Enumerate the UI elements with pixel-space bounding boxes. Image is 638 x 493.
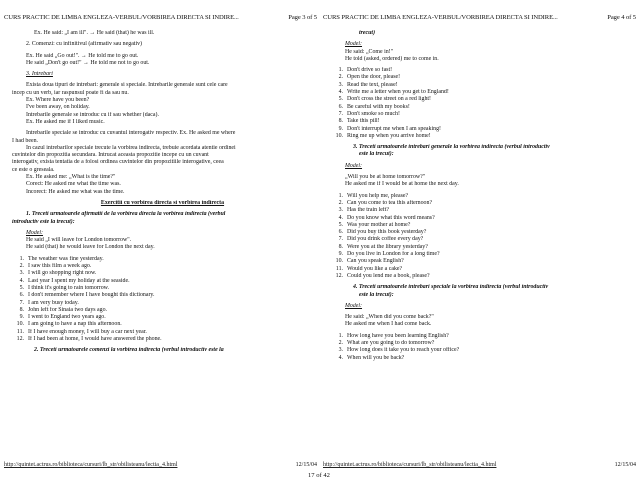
list-item <box>331 236 632 243</box>
list-item-number: 7. <box>19 299 24 306</box>
text-line: incep cu un verb, iar raspunsul poate fi da sau nu. <box>12 89 129 96</box>
list-item-text: When will you be back? <box>347 354 405 361</box>
text-line: cuvintelor din propozitia secundara. Intrucat aceasta propozitie incepe cu un cuvant <box>12 152 209 159</box>
list-item-number: 3. <box>19 270 24 277</box>
right-page <box>319 0 638 473</box>
text-line: I had been. <box>12 137 39 144</box>
text-line: 3. Treceti urmatoarele intrebari generale la vorbirea indirecta (verbul introductiv <box>353 144 550 151</box>
list-item-number: 9. <box>338 251 343 258</box>
text-line: He asked me when I had come back. <box>345 321 432 328</box>
text-line: Incorect: He asked me what was the time. <box>26 188 125 195</box>
list-item <box>12 307 313 314</box>
list-item-text: I am going to have a nap this afternoon. <box>28 321 122 328</box>
text-line: Intrebarile generale se introduc cu if sau whether (daca). <box>26 111 159 118</box>
list-item <box>12 256 313 263</box>
list-item-text: Take this pill! <box>347 118 380 125</box>
text-line: Exercitii cu vorbirea directa si vorbirea indirecta <box>100 199 225 206</box>
left-header <box>4 14 317 22</box>
general-questions-list <box>331 193 632 281</box>
list-item <box>331 215 632 222</box>
list-item <box>331 244 632 251</box>
list-item-text: I went to England two years ago. <box>28 314 106 321</box>
text-line: ce este o greseala. <box>12 166 55 173</box>
list-item <box>331 193 632 200</box>
list-item-number: 11. <box>16 328 24 335</box>
list-item-text: If I had been at home, I would have answered the phone. <box>28 335 162 342</box>
list-item <box>12 300 313 307</box>
text-line: trecut) <box>359 30 376 36</box>
text-line: interogativ, exista tentatia de a folosi ordinea cuvintelor din propozitiile interogative, ceea <box>12 159 224 166</box>
text-line: Model: <box>345 302 363 309</box>
text-line: He said (that) he would leave for London the next day. <box>26 244 155 251</box>
list-item-text: Would you like a cake? <box>347 265 403 272</box>
list-item-text: Do you live in London for a long time? <box>347 251 440 258</box>
list-item-text: How long does it take you to reach your office? <box>347 347 460 354</box>
list-item <box>12 321 313 328</box>
list-item-number: 2. <box>338 199 343 206</box>
text-line: 4. Treceti urmatoarele intrebari speciale la vorbirea indirecta (verbul introductiv <box>353 284 549 291</box>
text-line: 2. Comenzi: cu infinitivul (afirmativ sau negativ) <box>26 41 142 48</box>
list-item-text: Write me a letter when you get to England! <box>347 89 449 96</box>
left-header-title: CURS PRACTIC DE LIMBA ENGLEZA-VERBUL/VORBIREA DIRECTA SI INDIRE... <box>4 14 239 21</box>
list-item-number: 5. <box>338 221 343 228</box>
text-line: Model: <box>345 162 363 169</box>
special-questions-block <box>331 280 632 332</box>
list-item-text: Do you know what this word means? <box>347 214 435 221</box>
list-item-text: I don't remember where I have bought this dictionary. <box>28 292 155 299</box>
text-line: Model: <box>345 41 363 48</box>
left-text-block <box>12 30 313 256</box>
list-item <box>331 273 632 280</box>
list-item <box>331 347 632 354</box>
text-line: 3. Intrebari <box>26 71 53 78</box>
list-item-number: 4. <box>338 354 343 361</box>
right-page-number: Page 4 of 5 <box>607 14 636 21</box>
list-item <box>331 118 632 125</box>
list-item-text: Were you at the library yesterday? <box>347 243 428 250</box>
text-line: He said: „Come in!" <box>345 48 394 55</box>
text-line: Ex. He asked me: „What is the time?" <box>26 174 116 181</box>
list-item-number: 7. <box>338 110 343 117</box>
text-line: Model: <box>26 229 44 236</box>
text-line: este la trecut): <box>359 151 394 158</box>
list-item <box>12 292 313 299</box>
list-item-number: 4. <box>338 89 343 96</box>
list-item <box>12 270 313 277</box>
list-item-number: 4. <box>338 214 343 221</box>
list-item-number: 10. <box>335 132 343 139</box>
special-questions-list <box>331 333 632 362</box>
list-item <box>331 133 632 140</box>
list-item-number: 2. <box>338 74 343 81</box>
text-line: Ex. Where have you been? <box>26 97 90 104</box>
list-item-text: Don't cross the street on a red light! <box>347 96 431 103</box>
list-item-number: 5. <box>338 96 343 103</box>
list-item-number: 3. <box>338 347 343 354</box>
commands-exercise-list <box>331 67 632 140</box>
list-item-text: I will go shopping right now. <box>28 270 97 277</box>
list-item-text: Last year I spent my holiday at the seaside. <box>28 277 130 284</box>
list-item <box>331 222 632 229</box>
list-item-number: 9. <box>338 125 343 132</box>
list-item-text: Could you lend me a book, please? <box>347 272 430 279</box>
list-item <box>12 263 313 270</box>
left-content <box>12 30 313 355</box>
list-item-text: Don't drive so fast! <box>347 67 393 74</box>
left-footer <box>4 461 317 469</box>
list-item-number: 11. <box>335 265 343 272</box>
text-line: Exista doua tipuri de intrebari: generale si speciale. Intrebarile generale sunt cele care <box>26 82 228 89</box>
list-item <box>331 104 632 111</box>
text-line: He said „Don't go out!" → He told me not to go out. <box>26 59 150 66</box>
list-item-number: 4. <box>19 277 24 284</box>
list-item-text: I am very busy today. <box>28 299 79 306</box>
list-item-text: Did you buy this book yesterday? <box>347 229 427 236</box>
list-item-number: 1. <box>19 255 24 262</box>
list-item <box>331 340 632 347</box>
right-header-title: CURS PRACTIC DE LIMBA ENGLEZA-VERBUL/VORBIREA DIRECTA SI INDIRE... <box>323 14 558 21</box>
text-line: 2. Treceti urmatoarele comenzi la vorbirea indirecta (verbul introductiv este la <box>34 347 224 354</box>
list-item-number: 6. <box>338 229 343 236</box>
right-footer-date: 12/15/04 <box>614 462 636 468</box>
list-item <box>331 82 632 89</box>
text-line: introductiv este la trecut): <box>12 218 75 225</box>
list-item-text: Did you drink coffee every day? <box>347 236 424 243</box>
list-item <box>331 355 632 362</box>
list-item-text: Will you help me, please? <box>347 192 409 199</box>
list-item <box>331 258 632 265</box>
list-item-text: What are you going to do tomorrow? <box>347 339 435 346</box>
list-item-number: 1. <box>338 67 343 74</box>
list-item-number: 8. <box>338 118 343 125</box>
text-line: Ex. He said „Go out!". → He told me to go out. <box>26 52 139 59</box>
list-item-number: 7. <box>338 236 343 243</box>
list-item-text: The weather was fine yesterday. <box>28 255 104 262</box>
list-item-text: I think it's going to rain tomorrow. <box>28 284 110 291</box>
list-item-text: Can you come to tea this afternoon? <box>347 199 433 206</box>
list-item <box>12 278 313 285</box>
list-item <box>331 111 632 118</box>
list-item-number: 6. <box>19 292 24 299</box>
right-content <box>331 30 632 362</box>
list-item-number: 12. <box>16 335 24 342</box>
text-line: 1. Treceti urmatoarele afirmatii de la vorbirea directa la vorbirea indirecta (verbul <box>26 211 226 218</box>
list-item <box>331 229 632 236</box>
list-item-number: 3. <box>338 81 343 88</box>
list-item <box>12 314 313 321</box>
text-line: „Will you be at home tomorrow?" <box>345 174 426 181</box>
right-header <box>323 14 636 22</box>
list-item-text: Was your mother at home? <box>347 221 411 228</box>
list-item-text: John left for Sinaia two days ago. <box>28 306 108 313</box>
text-line: In cazul intrebarilor speciale trecute la vorbirea indirecta, trebuie acordata atentie ordinei <box>26 144 236 151</box>
list-item-number: 10. <box>335 258 343 265</box>
text-line: I've been away, on holiday. <box>26 104 90 111</box>
list-item-text: If I have enough money, I will buy a car next year. <box>28 328 147 335</box>
list-item <box>331 74 632 81</box>
right-text-block <box>331 30 632 67</box>
text-line: Intrebarile speciale se introduc cu cuvantul interogativ respectiv. Ex. He asked me where <box>26 130 236 137</box>
list-item <box>331 266 632 273</box>
list-item-text: Don't smoke so much! <box>347 110 400 117</box>
list-item <box>331 207 632 214</box>
left-page-number: Page 3 of 5 <box>288 14 317 21</box>
list-item-number: 10. <box>16 321 24 328</box>
list-item-number: 2. <box>338 339 343 346</box>
list-item <box>12 336 313 343</box>
list-item-number: 2. <box>19 263 24 270</box>
text-line: Corect: He asked me what the time was. <box>26 181 121 188</box>
list-item <box>331 251 632 258</box>
list-item <box>331 67 632 74</box>
list-item-number: 8. <box>338 243 343 250</box>
text-line: He told (asked, ordered) me to come in. <box>345 55 439 62</box>
general-questions-block <box>331 140 632 192</box>
text-line: He asked me if I would be at home the next day. <box>345 181 459 188</box>
list-item <box>331 200 632 207</box>
text-line: He said: „When did you come back?" <box>345 314 434 321</box>
list-item-text: Read the text, please! <box>347 81 398 88</box>
list-item-text: I saw this film a week ago. <box>28 263 92 270</box>
left-footer-date: 12/15/04 <box>295 462 317 468</box>
list-item-number: 5. <box>19 284 24 291</box>
list-item-number: 9. <box>19 314 24 321</box>
list-item <box>12 285 313 292</box>
list-item-text: Can you speak English? <box>347 258 404 265</box>
list-item-text: Don't interrupt me when I am speaking! <box>347 125 441 132</box>
list-item-number: 6. <box>338 103 343 110</box>
list-item <box>331 89 632 96</box>
list-item-text: Open the door, please! <box>347 74 401 81</box>
list-item-text: Ring me up when you arrive home! <box>347 132 431 139</box>
list-item <box>331 126 632 133</box>
left-text-tail <box>12 343 313 354</box>
list-item-text: Has the train left? <box>347 207 390 214</box>
list-item-number: 1. <box>338 192 343 199</box>
right-footer <box>323 461 636 469</box>
list-item <box>331 333 632 340</box>
text-line: Ex. He asked me if I liked music. <box>26 118 105 125</box>
list-item-number: 1. <box>338 332 343 339</box>
list-item <box>12 329 313 336</box>
list-item-text: How long have you been learning English? <box>347 332 449 339</box>
left-footer-url[interactable]: http://quintet.actrus.ro/biblioteca/cursuri/lb_str/obilisteanu/lectia_4.html <box>4 462 178 468</box>
right-footer-url[interactable]: http://quintet.actrus.ro/biblioteca/cursuri/lb_str/obilisteanu/lectia_4.html <box>323 462 497 468</box>
page-count: 17 of 42 <box>308 472 330 479</box>
list-item <box>331 96 632 103</box>
left-exercise-list <box>12 256 313 344</box>
list-item-number: 3. <box>338 207 343 214</box>
list-item-number: 12. <box>335 272 343 279</box>
list-item-text: Be careful with my books! <box>347 103 410 110</box>
list-item-number: 8. <box>19 306 24 313</box>
text-line: He said „I will leave for London tomorrow". <box>26 237 132 244</box>
text-line: este la trecut): <box>359 291 394 298</box>
text-line: Ex. He said: „I am ill". → He said (that) he was ill. <box>34 30 155 36</box>
left-page <box>0 0 319 473</box>
